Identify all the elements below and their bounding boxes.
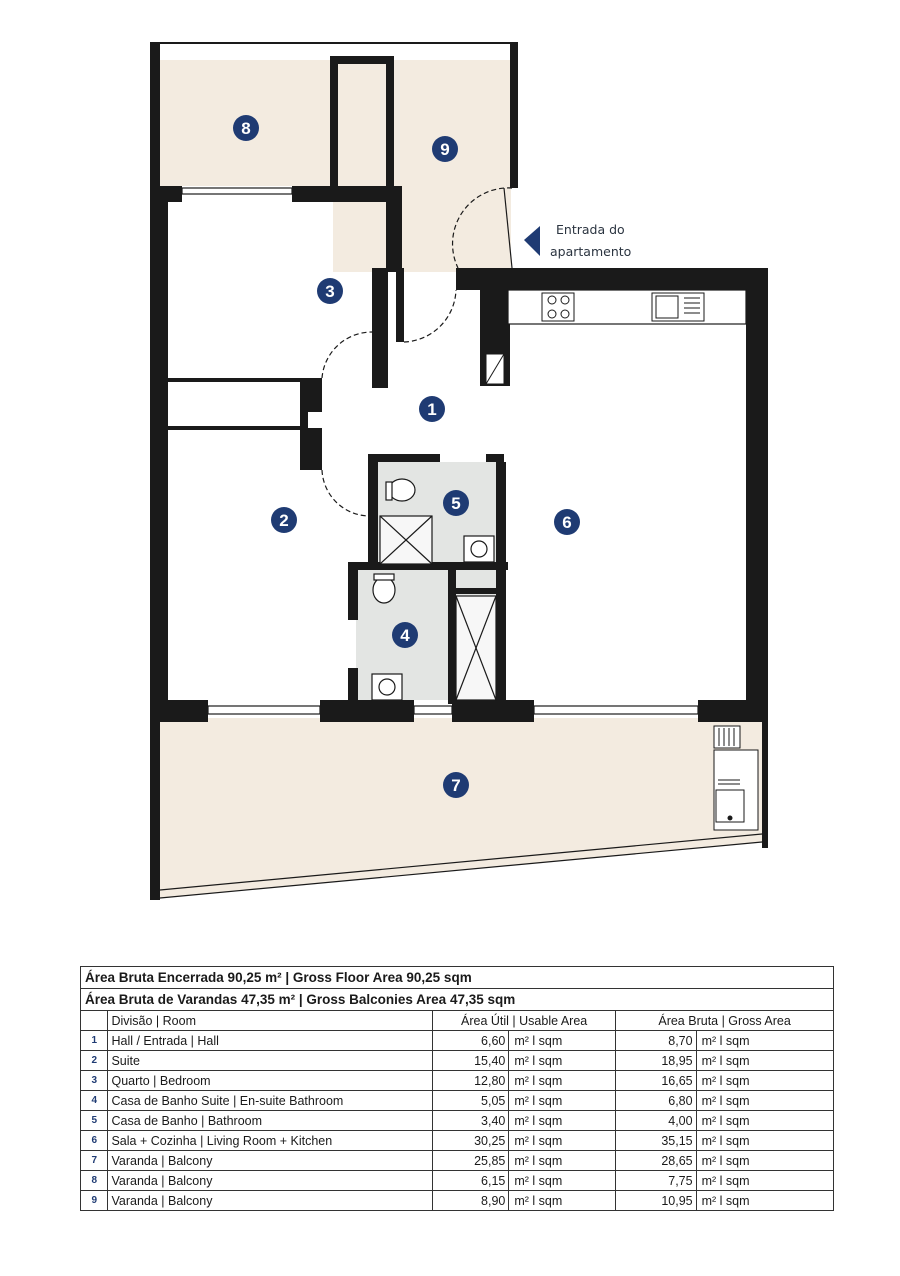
- balcony-9-floor: [333, 60, 511, 272]
- usable-unit: m² l sqm: [509, 1131, 616, 1151]
- usable-unit: m² l sqm: [509, 1091, 616, 1111]
- row-number: 2: [81, 1051, 108, 1071]
- usable-unit: m² l sqm: [509, 1191, 616, 1211]
- gross-area: 4,00: [616, 1111, 696, 1131]
- entrance-label-line1: Entrada do: [556, 222, 625, 237]
- usable-area: 6,60: [433, 1031, 509, 1051]
- room-name: Varanda | Balcony: [108, 1191, 433, 1211]
- svg-text:1: 1: [427, 400, 437, 419]
- summary-enclosed: Área Bruta Encerrada 90,25 m² | Gross Floor Area 90,25 sqm: [81, 967, 834, 989]
- room-marker-7: [443, 772, 469, 798]
- svg-text:5: 5: [451, 494, 461, 513]
- svg-text:4: 4: [400, 626, 410, 645]
- kitchen-counter: [508, 290, 746, 324]
- table-row: [81, 1051, 834, 1071]
- usable-unit: m² l sqm: [509, 1151, 616, 1171]
- usable-area: 5,05: [433, 1091, 509, 1111]
- usable-unit: m² l sqm: [509, 1071, 616, 1091]
- gross-unit: m² l sqm: [696, 1051, 833, 1071]
- gross-area: 28,65: [616, 1151, 696, 1171]
- usable-area: 6,15: [433, 1171, 509, 1191]
- room-marker-8: [233, 115, 259, 141]
- header-gross: Área Bruta | Gross Area: [616, 1011, 834, 1031]
- entrance-label-line2: apartamento: [550, 244, 632, 259]
- table-row: [81, 1071, 834, 1091]
- room-marker-6: [554, 509, 580, 535]
- svg-text:6: 6: [562, 513, 572, 532]
- gross-unit: m² l sqm: [696, 1151, 833, 1171]
- gross-area: 6,80: [616, 1091, 696, 1111]
- usable-unit: m² l sqm: [509, 1051, 616, 1071]
- row-number: 4: [81, 1091, 108, 1111]
- usable-area: 3,40: [433, 1111, 509, 1131]
- gross-area: 35,15: [616, 1131, 696, 1151]
- usable-area: 8,90: [433, 1191, 509, 1211]
- area-table: [80, 966, 834, 1211]
- header-usable: Área Útil | Usable Area: [433, 1011, 616, 1031]
- room-name: Quarto | Bedroom: [108, 1071, 433, 1091]
- room-marker-3: [317, 278, 343, 304]
- table-row: [81, 1091, 834, 1111]
- room-marker-4: [392, 622, 418, 648]
- table-row: [81, 1151, 834, 1171]
- room-name: Sala + Cozinha | Living Room + Kitchen: [108, 1131, 433, 1151]
- usable-area: 15,40: [433, 1051, 509, 1071]
- svg-text:2: 2: [279, 511, 289, 530]
- room-name: Suite: [108, 1051, 433, 1071]
- room-name: Varanda | Balcony: [108, 1171, 433, 1191]
- gross-unit: m² l sqm: [696, 1031, 833, 1051]
- room-marker-9: [432, 136, 458, 162]
- table-row: [81, 1171, 834, 1191]
- room-marker-5: [443, 490, 469, 516]
- usable-unit: m² l sqm: [509, 1111, 616, 1131]
- gross-unit: m² l sqm: [696, 1111, 833, 1131]
- toilet-icon: [373, 577, 395, 603]
- room-marker-1: [419, 396, 445, 422]
- gross-unit: m² l sqm: [696, 1131, 833, 1151]
- usable-area: 30,25: [433, 1131, 509, 1151]
- svg-text:8: 8: [241, 119, 251, 138]
- balcony-7-floor: [160, 718, 762, 898]
- usable-area: 12,80: [433, 1071, 509, 1091]
- row-number: 8: [81, 1171, 108, 1191]
- svg-text:3: 3: [325, 282, 335, 301]
- row-number: 5: [81, 1111, 108, 1131]
- table-row: [81, 1131, 834, 1151]
- svg-text:7: 7: [451, 776, 461, 795]
- gross-area: 16,65: [616, 1071, 696, 1091]
- row-number: 3: [81, 1071, 108, 1091]
- summary-balconies: Área Bruta de Varandas 47,35 m² | Gross Balconies Area 47,35 sqm: [81, 989, 834, 1011]
- table-row: [81, 1111, 834, 1131]
- toilet-icon: [389, 479, 415, 501]
- gross-unit: m² l sqm: [696, 1071, 833, 1091]
- room-marker-2: [271, 507, 297, 533]
- row-number: 6: [81, 1131, 108, 1151]
- summary-row-enclosed: [81, 967, 834, 989]
- room-name: Casa de Banho | Bathroom: [108, 1111, 433, 1131]
- usable-unit: m² l sqm: [509, 1031, 616, 1051]
- table-row: [81, 1191, 834, 1211]
- usable-area: 25,85: [433, 1151, 509, 1171]
- room-name: Varanda | Balcony: [108, 1151, 433, 1171]
- usable-unit: m² l sqm: [509, 1171, 616, 1191]
- row-number: 7: [81, 1151, 108, 1171]
- cooktop-icon: [542, 293, 574, 321]
- header-room: Divisão | Room: [108, 1011, 433, 1031]
- gross-area: 18,95: [616, 1051, 696, 1071]
- room-name: Hall / Entrada | Hall: [108, 1031, 433, 1051]
- gross-unit: m² l sqm: [696, 1091, 833, 1111]
- row-number: 9: [81, 1191, 108, 1211]
- summary-row-balconies: [81, 989, 834, 1011]
- svg-text:9: 9: [440, 140, 450, 159]
- gross-unit: m² l sqm: [696, 1191, 833, 1211]
- table-row: [81, 1031, 834, 1051]
- gross-area: 10,95: [616, 1191, 696, 1211]
- gross-area: 7,75: [616, 1171, 696, 1191]
- entrance-arrow-icon: [524, 226, 540, 256]
- gross-unit: m² l sqm: [696, 1171, 833, 1191]
- table-header-row: [81, 1011, 834, 1031]
- gross-area: 8,70: [616, 1031, 696, 1051]
- room-name: Casa de Banho Suite | En-suite Bathroom: [108, 1091, 433, 1111]
- row-number: 1: [81, 1031, 108, 1051]
